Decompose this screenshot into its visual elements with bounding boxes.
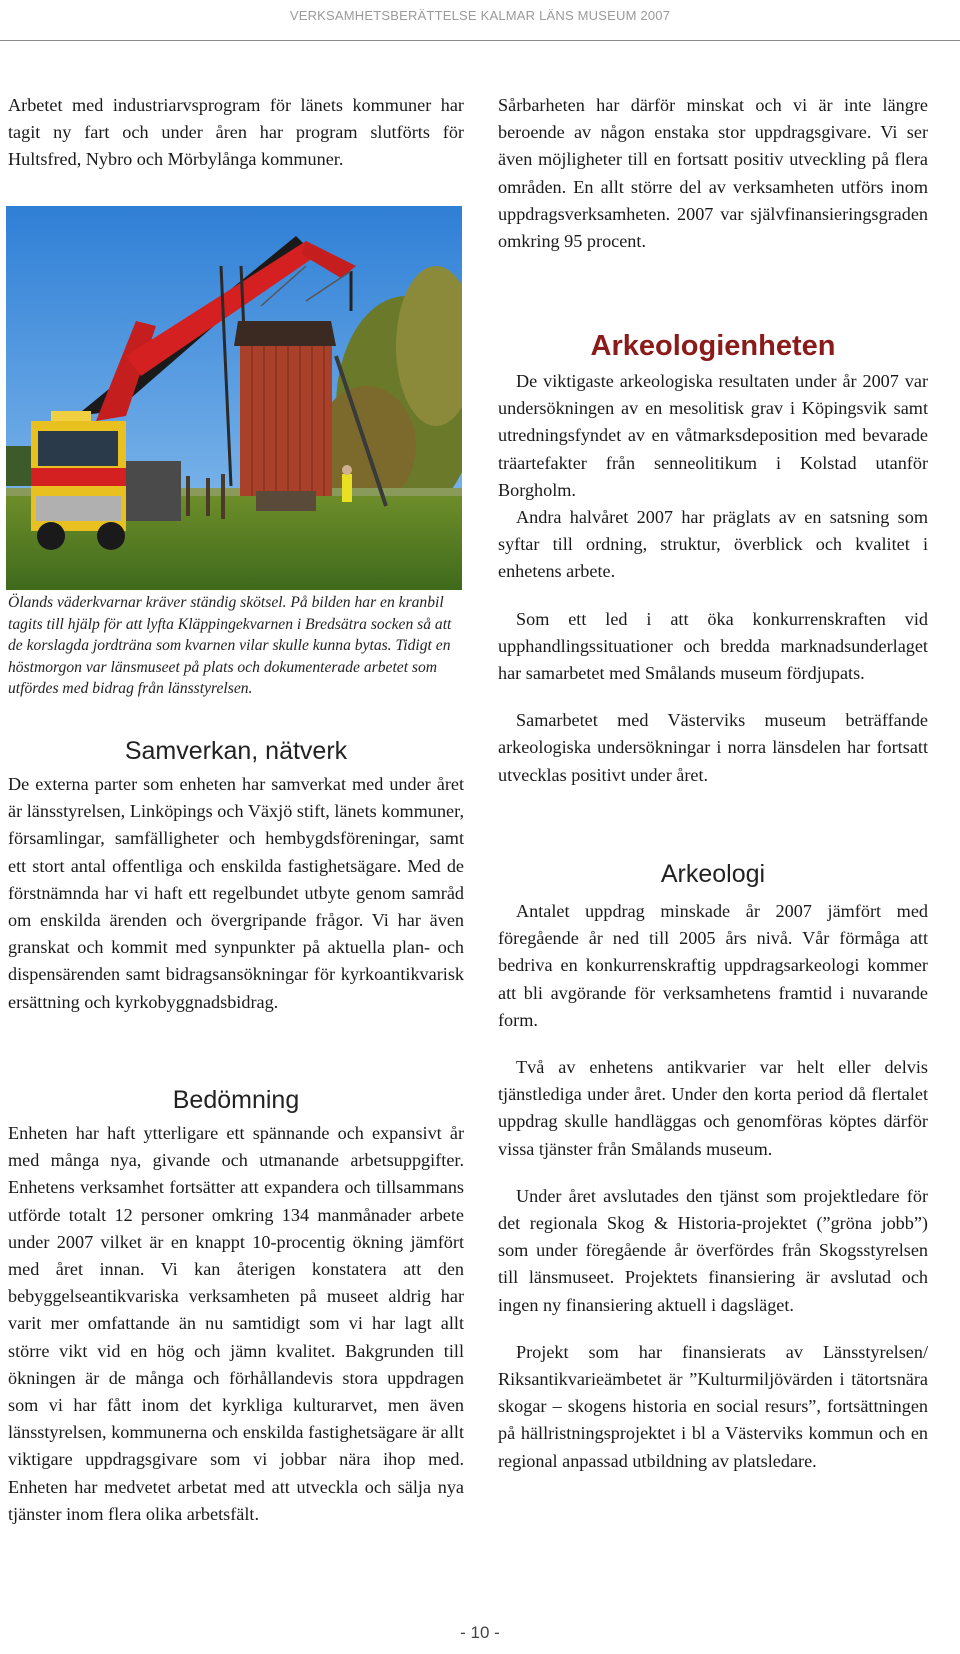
samverkan-section <box>8 735 464 1016</box>
photo-caption-block <box>8 592 458 700</box>
bedomning-paragraph: Enheten har haft ytterligare ett spännande och expansivt år med många nya, givande och utmanande arbetsuppgifter. Enhetens verksamhet fortsätter att expandera och tillsammans utförde totalt 12 personer omkring 134 manmånader arbete under 2007 vilket är en knappt 10-procentig ökning jämfört med året innan. Vi kan återigen konstatera att den bebyggelseantikvariska verksamheten på museet aldrig har varit mer omfattande än nu samtidigt som vi har lagt allt större vikt vid en hög och jämn kvalitet. Bakgrunden till ökningen är de många och förhållandevis stora uppdragen som vi har fått inom det kyrkliga kulturarvet, men även länsstyrelsen, kommunerna och enskilda fastighetsägare är allt viktigare uppdragsgivare som vi jobbar nära ihop med. Enheten har medvetet arbetat med att utveckla och sälja nya tjänster inom flera olika arbetsfält. <box>8 1123 464 1524</box>
right-intro-paragraph: Sårbarheten har därför minskat och vi är inte längre beroende av någon enstaka stor uppdragsgivare. Vi ser även möjligheter till en fortsatt positiv utveckling på flera områden. En allt större del av verksamheten utförs inom uppdragsverksamheten. 2007 var självfinansieringsgraden omkring 95 procent. <box>498 95 928 252</box>
arkeologi-section <box>498 858 928 1475</box>
ark-paragraph-1: De viktigaste arkeologiska resultaten under år 2007 var undersökningen av en mesolitisk grav i Köpingsvik samt utredningsfyndet av en våtmarksdeposition med bevarade träartefakter från senneolitikum i Kolstad utanför Borgholm. <box>498 371 928 500</box>
photo-illustration <box>6 206 462 590</box>
photo-caption: Ölands väderkvarnar kräver ständig skötsel. På bilden har en kranbil tagits till hjälp för att lyfta Kläppingekvarnen i Bredsätra socken så att de korslagda jordträna som kvarnen vilar skulle kunna bytas. Tidigt en höstmorgon var länsmuseet på plats och dokumenterade arbetet som utfördes med bidrag från länsstyrelsen. <box>8 594 452 698</box>
arkeologi-paragraph-3: Under året avslutades den tjänst som projektledare för det regionala Skog & Historia-projektet (”gröna jobb”) som under föregående år överfördes från Skogsstyrelsen till länsmuseet. Projektets finansiering är avslutad och ingen ny finansiering aktuell i dagsläget. <box>498 1185 928 1315</box>
windmill-crane-photo <box>6 206 462 590</box>
ark-paragraph-3: Som ett led i att öka konkurrenskraften vid upphandlingssituationer och bredda marknadsunderlaget har samarbetet med Smålands museum fördjupats. <box>498 608 928 684</box>
arkeologienheten-section <box>498 326 928 789</box>
header-rule <box>0 40 960 41</box>
ark-paragraph-2: Andra halvåret 2007 har präglats av en satsning som syftar till ordning, struktur, överblick och kvalitet i enhetens arbete. <box>498 507 928 582</box>
samverkan-heading: Samverkan, nätverk <box>124 737 348 765</box>
samverkan-paragraph: De externa parter som enheten har samverkat med under året är länsstyrelsen, Linköpings och Växjö stift, länets kommuner, församlingar, samfälligheter och hembygdsföreningar, samt ett stort antal offentliga och enskilda fastighetsägare. Med de förstnämnda har vi haft ett regelbundet utbyte genom samråd om enskilda ärenden och övergripande frågor. Vi har även granskat och kommit med synpunkter på aktuella plan- och dispensärenden samt bidragsansökningar för kyrkoantikvarisk ersättning och kyrkobyggnadsbidrag. <box>8 774 464 1012</box>
arkeologi-paragraph-1: Antalet uppdrag minskade år 2007 jämfört med föregående år ned till 2005 års nivå. Vår förmåga att bedriva en konkurrenskraftig uppdragsarkeologi kommer att bli avgörande för verksamhetens framtid i nuvarande form. <box>498 901 928 1030</box>
page-number: - 10 - <box>460 1623 500 1642</box>
bedomning-section <box>8 1084 464 1528</box>
left-intro-block <box>8 92 464 174</box>
arkeologi-paragraph-2: Två av enhetens antikvarier var helt eller delvis tjänstlediga under året. Under den korta period då flertalet uppdrag skulle handläggas och genomföras köptes därför vissa tjänster från Smålands museum. <box>498 1057 928 1159</box>
arkeologi-heading: Arkeologi <box>660 860 766 888</box>
running-header: VERKSAMHETSBERÄTTELSE KALMAR LÄNS MUSEUM 2007 <box>289 8 671 23</box>
ark-paragraph-4: Samarbetet med Västerviks museum beträffande arkeologiska undersökningar i norra länsdelen har fortsatt utvecklas positivt under året. <box>498 710 928 785</box>
arkeologienheten-heading: Arkeologienheten <box>590 330 836 362</box>
right-intro-block <box>498 92 928 255</box>
arkeologi-paragraph-4: Projekt som har finansierats av Länsstyrelsen/ Riksantikvarieämbetet är ”Kulturmiljövärden i tätortsnära skogar – skogens historia en social resurs”, fortsättningen på hällristningsprojektet i bl a Västerviks kommun och en regional anpassad utbildning av platsledare. <box>498 1341 928 1471</box>
bedomning-heading: Bedömning <box>172 1086 300 1114</box>
left-intro-paragraph: Arbetet med industriarvsprogram för länets kommuner har tagit ny fart och under åren har program slutförts för Hultsfred, Nybro och Mörbylånga kommuner. <box>8 95 464 170</box>
